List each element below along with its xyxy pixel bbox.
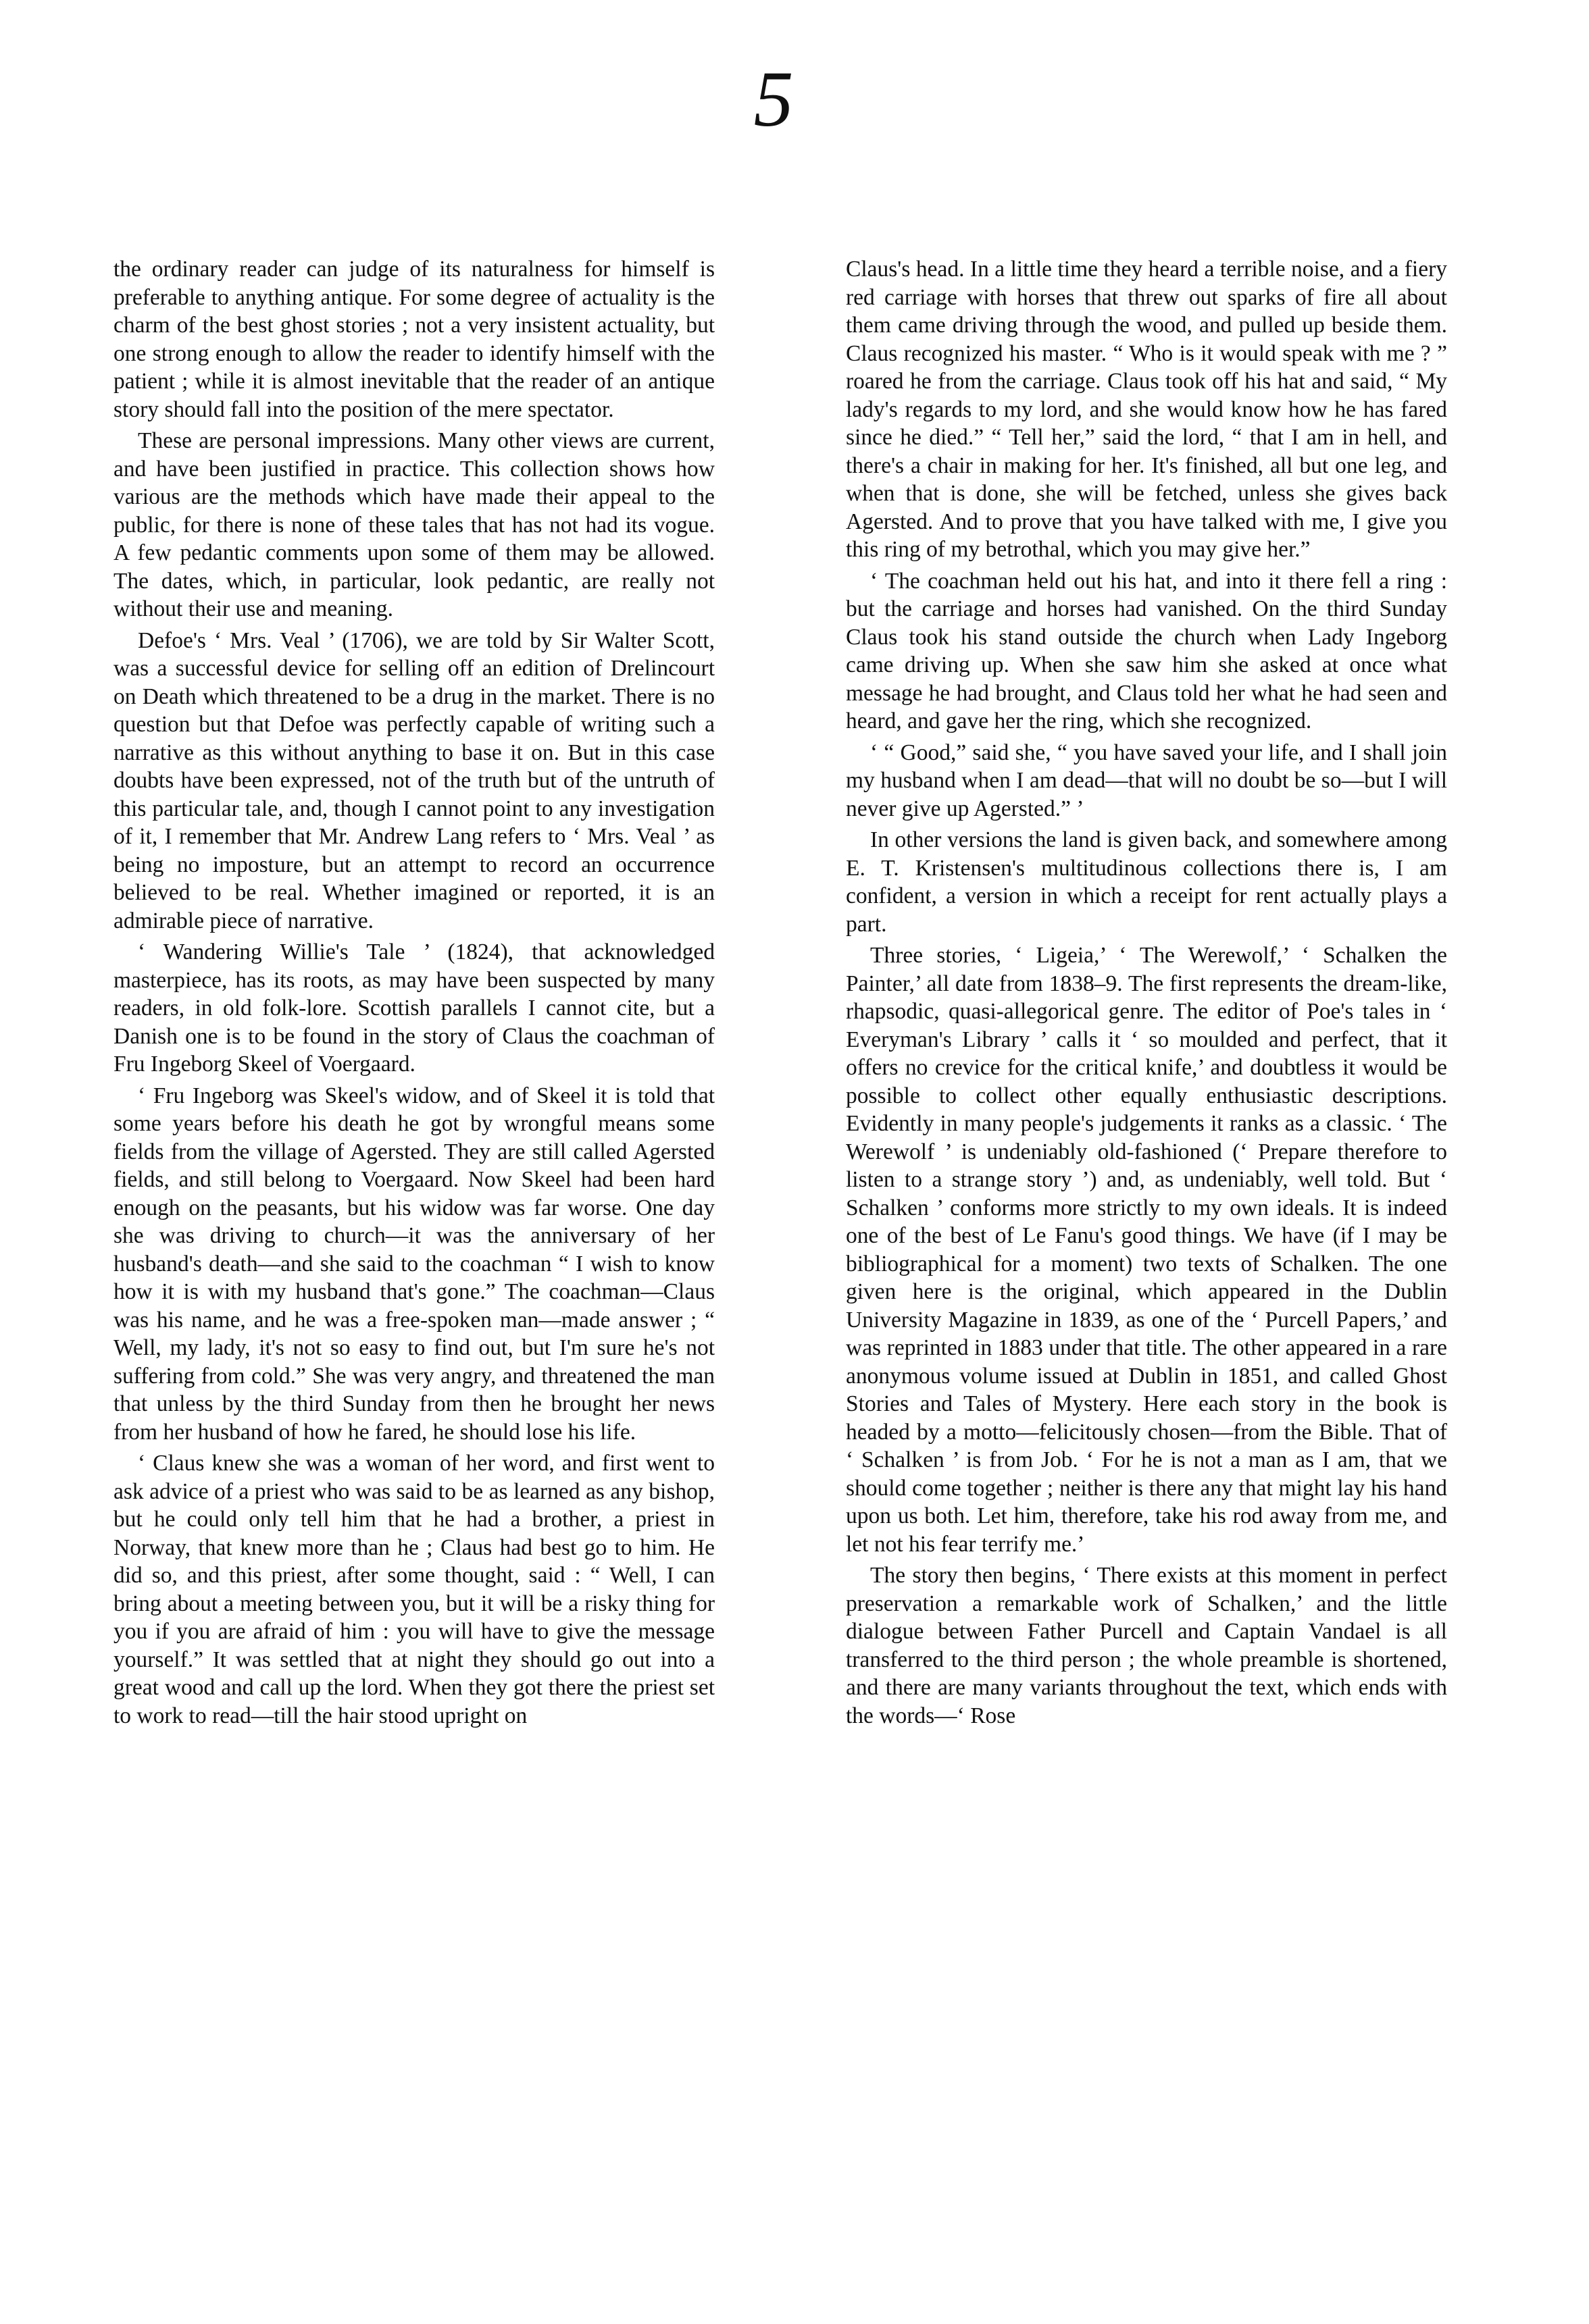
paragraph: In other versions the land is given back, and somewhere among E. T. Kristensen's multitudinous collections there is, I am confident, a version in which a receipt for rent actually plays a part. <box>846 827 1447 937</box>
paragraph: Defoe's ‘ Mrs. Veal ’ (1706), we are told by Sir Walter Scott, was a successful device for selling off an edition of Drelincourt on Death which threatened to be a drug in the market. There is no question but that Defoe was perfectly capable of writing such a narrative as this without anything to base it on. But in this case doubts have been expressed, not of the truth but of the untruth of this particular tale, and, though I cannot point to any investigation of it, I remember that Mr. Andrew Lang refers to ‘ Mrs. Veal ’ as being no imposture, but an attempt to record an occurrence believed to be real. Whether imagined or reported, it is an admirable piece of narrative. <box>114 627 715 933</box>
left-column <box>114 255 715 1733</box>
paragraph: The story then begins, ‘ There exists at this moment in perfect preservation a remarkable work of Schalken,’ and the little dialogue between Father Purcell and Captain Vandael is all transferred to the third person ; the whole preamble is shortened, and there are many variants throughout the text, which ends with the words—‘ Rose <box>846 1563 1447 1728</box>
right-column <box>846 255 1447 1733</box>
paragraph: the ordinary reader can judge of its naturalness for himself is preferable to anything antique. For some degree of actuality is the charm of the best ghost stories ; not a very insistent actuality, but one strong enough to allow the reader to identify himself with the patient ; while it is almost inevitable that the reader of an antique story should fall into the position of the mere spectator. <box>114 257 715 422</box>
paragraph: ‘ Wandering Willie's Tale ’ (1824), that acknowledged masterpiece, has its roots, as may have been suspected by many readers, in old folk-lore. Scottish parallels I cannot cite, but a Danish one is to be found in the story of Claus the coachman of Fru Ingeborg Skeel of Voergaard. <box>114 939 715 1077</box>
page-number: 5 <box>753 55 794 143</box>
paragraph: These are personal impressions. Many other views are current, and have been justified in practice. This collection shows how various are the methods which have made their appeal to the public, for there is none of these tales that has not had its vogue. A few pedantic comments upon some of them may be allowed. The dates, which, in particular, look pedantic, are really not without their use and meaning. <box>114 428 715 621</box>
paragraph: Claus's head. In a little time they heard a terrible noise, and a fiery red carriage with horses that threw out sparks of fire all about them came driving through the wood, and pulled up beside them. Claus recognized his master. “ Who is it would speak with me ? ” roared he from the carriage. Claus took off his hat and said, “ My lady's regards to my lord, and she would know how he has fared since he died.” “ Tell her,” said the lord, “ that I am in hell, and there's a chair in making for her. It's finished, all but one leg, and when that is done, she will be fetched, unless she gives back Agersted. And to prove that you have talked with me, I give you this ring of my betrothal, which you may give her.” <box>846 257 1447 562</box>
paragraph: ‘ Fru Ingeborg was Skeel's widow, and of Skeel it is told that some years before his death he got by wrongful means some fields from the village of Agersted. They are still called Agersted fields, and still belong to Voergaard. Now Skeel had been hard enough on the peasants, but his widow was far worse. One day she was driving to church—it was the anniversary of her husband's death—and she said to the coachman “ I wish to know how it is with my husband that's gone.” The coachman—Claus was his name, and he was a free-spoken man—made answer ; “ Well, my lady, it's not so easy to find out, but I'm sure he's not suffering from cold.” She was very angry, and threatened the man that unless by the third Sunday from then he brought her news from her husband of how he fared, he should lose his life. <box>114 1083 715 1445</box>
paragraph: ‘ “ Good,” said she, “ you have saved your life, and I shall join my husband when I am dead—that will no doubt be so—but I will never give up Agersted.” ’ <box>846 740 1447 821</box>
paragraph: ‘ Claus knew she was a woman of her word, and first went to ask advice of a priest who was said to be as learned as any bishop, but he could only tell him that he had a brother, a priest in Norway, that knew more than he ; Claus had best go to him. He did so, and this priest, after some thought, said : “ Well, I can bring about a meeting between you, but it will be a risky thing for you if you are afraid of him : you will have to give the message yourself.” It was settled that at night they should go out into a great wood and call up the lord. When they got there the priest set to work to read—till the hair stood upright on <box>114 1451 715 1728</box>
paragraph: ‘ The coachman held out his hat, and into it there fell a ring : but the carriage and horses had vanished. On the third Sunday Claus took his stand outside the church when Lady Ingeborg came driving up. When she saw him she asked at once what message he had brought, and Claus told her what he had seen and heard, and gave her the ring, which she recognized. <box>846 568 1447 733</box>
paragraph: Three stories, ‘ Ligeia,’ ‘ The Werewolf,’ ‘ Schalken the Painter,’ all date from 1838–9. The first represents the dream-like, rhapsodic, quasi-allegorical genre. The editor of Poe's tales in ‘ Everyman's Library ’ calls it ‘ so moulded and perfect, that it offers no crevice for the critical knife,’ and doubtless it would be possible to collect other equally enthusiastic descriptions. Evidently in many people's judgements it ranks as a classic. ‘ The Werewolf ’ is undeniably old-fashioned (‘ Prepare therefore to listen to a strange story ’) and, as undeniably, well told. But ‘ Schalken ’ conforms more strictly to my own ideals. It is indeed one of the best of Le Fanu's good things. We have (if I may be bibliographical for a moment) two texts of Schalken. The one given here is the original, which appeared in the Dublin University Magazine in 1839, as one of the ‘ Purcell Papers,’ and was reprinted in 1883 under that title. The other appeared in a rare anonymous volume issued at Dublin in 1851, and called Ghost Stories and Tales of Mystery. Here each story in the book is headed by a motto—felicitously chosen—from the Bible. That of ‘ Schalken ’ is from Job. ‘ For he is not a man as I am, that we should come together ; neither is there any that might lay his hand upon us both. Let him, therefore, take his rod away from me, and let not his fear terrify me.’ <box>846 943 1447 1557</box>
